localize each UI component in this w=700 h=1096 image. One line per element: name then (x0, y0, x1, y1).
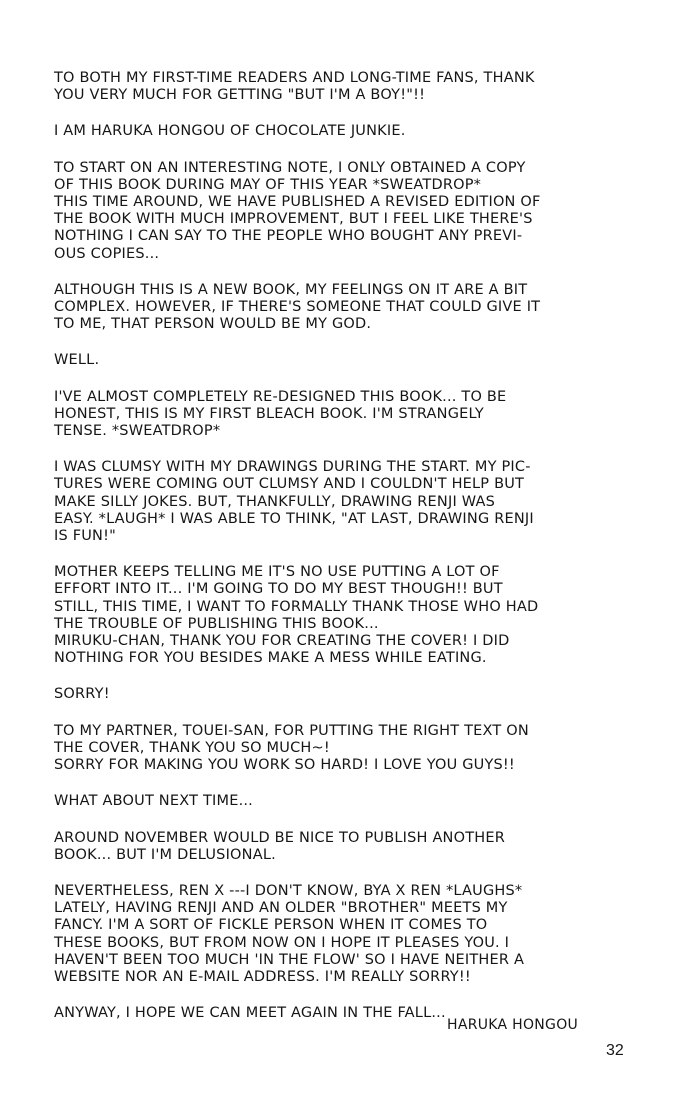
paragraph-feelings: ALTHOUGH THIS IS A NEW BOOK, MY FEELINGS ON IT ARE A BIT COMPLEX. HOWEVER, IF THERE'S SOMEONE THAT COULD GIVE IT TO ME, THAT PERSON WOULD BE MY GOD. (54, 281, 541, 333)
paragraph-sorry: SORRY! (54, 686, 110, 703)
author-signature: HARUKA HONGOU (447, 1017, 579, 1033)
page-number: 32 (606, 1042, 624, 1059)
paragraph-author-intro: I AM HARUKA HONGOU OF CHOCOLATE JUNKIE. (54, 123, 406, 140)
paragraph-next-time: WHAT ABOUT NEXT TIME... (54, 793, 253, 810)
paragraph-thanks-publishers: MOTHER KEEPS TELLING ME IT'S NO USE PUTTING A LOT OF EFFORT INTO IT... I'M GOING TO DO MY BEST THOUGH!! BUT STILL, THIS TIME, I WANT TO FORMALLY THANK THOSE WHO HAD THE TROUBLE OF PUBLISHING THIS BOOK... MIRUKU-CHAN, THANK YOU FOR CREATING THE COVER! I DID NOTHING FOR YOU BESIDES MAKE A MESS WHILE EATING. (54, 564, 539, 667)
afterword-body (54, 70, 614, 1041)
paragraph-redesign: I'VE ALMOST COMPLETELY RE-DESIGNED THIS BOOK... TO BE HONEST, THIS IS MY FIRST BLEACH BOOK. I'M STRANGELY TENSE. *SWEATDROP* (54, 388, 507, 440)
paragraph-closing: ANYWAY, I HOPE WE CAN MEET AGAIN IN THE FALL... (54, 1005, 446, 1022)
paragraph-drawings: I WAS CLUMSY WITH MY DRAWINGS DURING THE START. MY PIC- TURES WERE COMING OUT CLUMSY AND I COULDN'T HELP BUT MAKE SILLY JOKES. BUT, THANKFULLY, DRAWING RENJI WAS EASY. *LAUGH* I WAS ABLE TO THINK, "AT LAST, DRAWING RENJI IS FUN!" (54, 459, 534, 545)
paragraph-well: WELL. (54, 352, 100, 369)
paragraph-nevertheless: NEVERTHELESS, REN X ---I DON'T KNOW, BYA X REN *LAUGHS* LATELY, HAVING RENJI AND AN OLDER "BROTHER" MEETS MY FANCY. I'M A SORT OF FICKLE PERSON WHEN IT COMES TO THESE BOOKS, BUT FROM NOW ON I HOPE IT PLEASES YOU. I HAVEN'T BEEN TOO MUCH 'IN THE FLOW' SO I HAVE NEITHER A WEBSITE NOR AN E-MAIL ADDRESS. I'M REALLY SORRY!! (54, 882, 525, 985)
paragraph-thanks-readers: TO BOTH MY FIRST-TIME READERS AND LONG-TIME FANS, THANK YOU VERY MUCH FOR GETTING "BUT I'M A BOY!"!! (54, 70, 535, 104)
paragraph-partner: TO MY PARTNER, TOUEI-SAN, FOR PUTTING THE RIGHT TEXT ON THE COVER, THANK YOU SO MUCH~! SORRY FOR MAKING YOU WORK SO HARD! I LOVE YOU GUYS!! (54, 722, 529, 774)
paragraph-revised-edition: TO START ON AN INTERESTING NOTE, I ONLY OBTAINED A COPY OF THIS BOOK DURING MAY OF THIS YEAR *SWEATDROP* THIS TIME AROUND, WE HAVE PUBLISHED A REVISED EDITION OF THE BOOK WITH MUCH IMPROVEMENT, BUT I FEEL LIKE THERE'S NOTHING I CAN SAY TO THE PEOPLE WHO BOUGHT ANY PREVI- OUS COPIES... (54, 159, 541, 262)
paragraph-november: AROUND NOVEMBER WOULD BE NICE TO PUBLISH ANOTHER BOOK... BUT I'M DELUSIONAL. (54, 829, 506, 863)
